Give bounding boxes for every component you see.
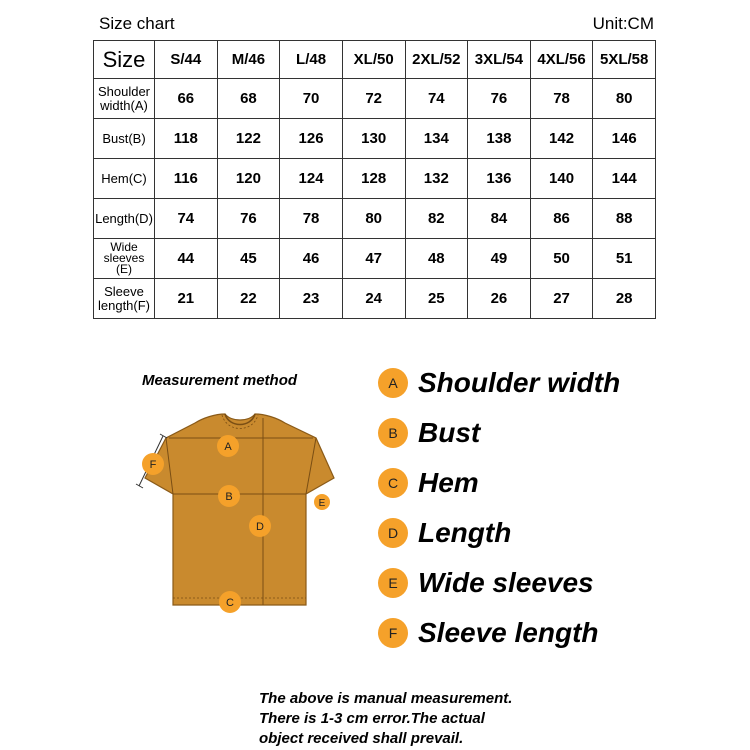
table-cell: 82 [405, 199, 468, 239]
marker-e [314, 494, 330, 510]
size-col-header: 5XL/58 [593, 41, 656, 79]
table-cell: 80 [342, 199, 405, 239]
marker-b [218, 485, 240, 507]
table-row-bust [94, 119, 656, 159]
size-col-header: L/48 [280, 41, 343, 79]
chart-title: Size chart [99, 14, 175, 33]
table-cell: 80 [593, 79, 656, 119]
table-cell: 118 [155, 119, 218, 159]
table-row-shoulder-width [94, 79, 656, 119]
size-col-header: S/44 [155, 41, 218, 79]
table-cell: 45 [217, 239, 280, 279]
table-cell: 130 [342, 119, 405, 159]
svg-text:C: C [226, 597, 234, 609]
table-cell: 86 [530, 199, 593, 239]
table-cell: 140 [530, 159, 593, 199]
size-col-header: M/46 [217, 41, 280, 79]
marker-f [142, 453, 164, 475]
table-cell: 21 [155, 279, 218, 319]
table-cell: 72 [342, 79, 405, 119]
table-cell: 22 [217, 279, 280, 319]
table-cell: 132 [405, 159, 468, 199]
table-cell: 142 [530, 119, 593, 159]
table-cell: 134 [405, 119, 468, 159]
size-col-header: 3XL/54 [468, 41, 531, 79]
table-cell: 78 [280, 199, 343, 239]
table-cell: 25 [405, 279, 468, 319]
size-table [93, 40, 656, 319]
table-cell: 74 [405, 79, 468, 119]
size-col-header: 2XL/52 [405, 41, 468, 79]
tshirt-body [145, 414, 334, 605]
letter-badge-f: F [378, 618, 408, 648]
legend-label: Shoulder width [418, 367, 621, 398]
table-cell: 28 [593, 279, 656, 319]
sleeve-length-tick [160, 434, 167, 438]
table-cell: 88 [593, 199, 656, 239]
row-label: Bust(B) [94, 119, 155, 159]
table-cell: 116 [155, 159, 218, 199]
table-cell: 24 [342, 279, 405, 319]
svg-text:D: D [256, 521, 264, 533]
table-cell: 68 [217, 79, 280, 119]
table-cell: 44 [155, 239, 218, 279]
row-label: Wide sleeves (E) [94, 239, 155, 279]
table-cell: 120 [217, 159, 280, 199]
measurement-method-title: Measurement method [142, 372, 298, 389]
table-cell: 76 [217, 199, 280, 239]
table-cell: 70 [280, 79, 343, 119]
table-cell: 51 [593, 239, 656, 279]
table-cell: 48 [405, 239, 468, 279]
legend-item-length [378, 508, 620, 558]
size-col-header: XL/50 [342, 41, 405, 79]
table-cell: 78 [530, 79, 593, 119]
table-cell: 50 [530, 239, 593, 279]
table-cell: 138 [468, 119, 531, 159]
table-cell: 46 [280, 239, 343, 279]
letter-badge-e: E [378, 568, 408, 598]
marker-c [219, 591, 241, 613]
letter-badge-b: B [378, 418, 408, 448]
table-cell: 144 [593, 159, 656, 199]
legend-label: Sleeve length [418, 617, 599, 648]
table-cell: 66 [155, 79, 218, 119]
table-cell: 23 [280, 279, 343, 319]
legend-label: Bust [418, 417, 481, 448]
marker-d [249, 515, 271, 537]
legend-item-wide-sleeves [378, 558, 620, 608]
measurement-note [259, 689, 512, 749]
table-cell: 136 [468, 159, 531, 199]
table-cell: 146 [593, 119, 656, 159]
table-row-wide-sleeves [94, 239, 656, 279]
row-label: Hem(C) [94, 159, 155, 199]
size-header-row [94, 41, 656, 79]
table-cell: 74 [155, 199, 218, 239]
table-cell: 84 [468, 199, 531, 239]
svg-text:F: F [149, 459, 157, 471]
legend-item-hem [378, 458, 620, 508]
letter-badge-d: D [378, 518, 408, 548]
table-row-sleeve-length [94, 279, 656, 319]
table-cell: 27 [530, 279, 593, 319]
row-label: Shoulder width(A) [94, 79, 155, 119]
table-cell: 26 [468, 279, 531, 319]
size-corner-label: Size [94, 41, 155, 79]
note-line: The above is manual measurement. [259, 690, 513, 707]
row-label: Length(D) [94, 199, 155, 239]
svg-text:B: B [225, 491, 233, 503]
table-cell: 126 [280, 119, 343, 159]
table-cell: 122 [217, 119, 280, 159]
table-row-hem [94, 159, 656, 199]
table-cell: 124 [280, 159, 343, 199]
unit-label: Unit:CM [592, 14, 654, 33]
tshirt-diagram [133, 398, 343, 618]
legend-item-bust [378, 408, 620, 458]
table-cell: 76 [468, 79, 531, 119]
legend-item-sleeve-length [378, 608, 620, 658]
size-col-header: 4XL/56 [530, 41, 593, 79]
note-line: object received shall prevail. [259, 730, 464, 747]
legend-label: Hem [418, 467, 479, 498]
letter-badge-c: C [378, 468, 408, 498]
letter-badge-a: A [378, 368, 408, 398]
svg-text:A: A [224, 441, 232, 453]
legend-label: Length [418, 517, 512, 548]
table-row-length [94, 199, 656, 239]
note-line: There is 1-3 cm error.The actual [259, 710, 485, 727]
table-cell: 128 [342, 159, 405, 199]
svg-text:E: E [318, 498, 326, 509]
legend-label: Wide sleeves [418, 567, 594, 598]
row-label: Sleeve length(F) [94, 279, 155, 319]
table-cell: 47 [342, 239, 405, 279]
marker-a [217, 435, 239, 457]
legend-item-shoulder-width [378, 358, 620, 408]
measurement-legend [378, 358, 620, 658]
table-cell: 49 [468, 239, 531, 279]
